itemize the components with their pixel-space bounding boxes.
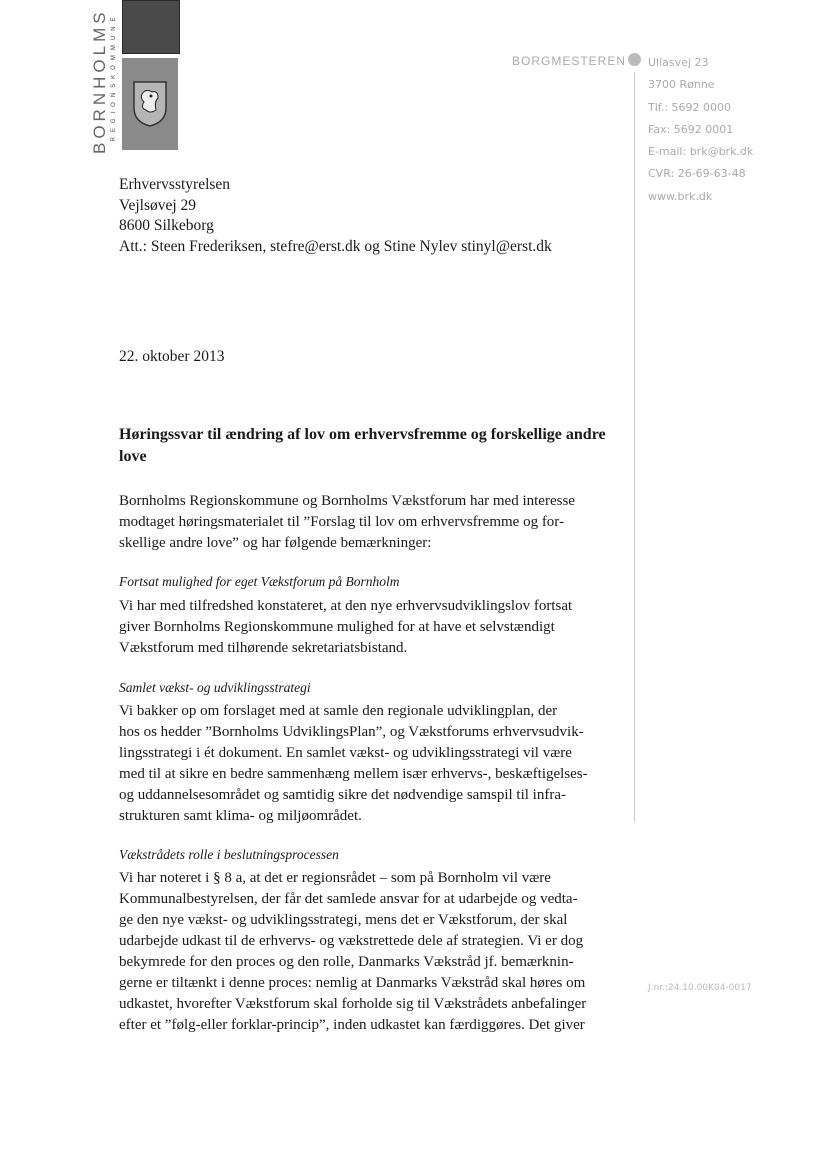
section-heading: Fortsat mulighed for eget Vækstforum på Bornholm — [119, 574, 400, 589]
bullet-icon — [628, 53, 641, 66]
recipient-line: Att.: Steen Frederiksen, stefre@erst.dk og Stine Nylev stinyl@erst.dk — [119, 237, 552, 255]
text-line: udarbejde udkast til de erhvervs- og vækstrettede dele af strategien. Vi er dog — [119, 933, 584, 949]
logo-subtitle: REGIONSKOMMUNE — [111, 12, 117, 142]
logo-dark-square — [122, 0, 180, 54]
letter-date: 22. oktober 2013 — [119, 348, 225, 365]
text-line: bekymrede for den proces og den rolle, Danmarks Vækstråd jf. bemærknin- — [119, 954, 574, 970]
section-paragraph — [119, 868, 624, 1036]
text-line: Vi har noteret i § 8 a, at det er regionsrådet – som på Bornholm vil være — [119, 870, 551, 886]
text-line: Bornholms Regionskommune og Bornholms Vækstforum har med interesse — [119, 493, 575, 509]
logo-name: BORNHOLMS — [90, 8, 109, 154]
text-line: gerne er tiltænkt i denne proces: nemlig at Danmarks Vækstråd skal høres om — [119, 975, 586, 991]
recipient-line: 8600 Silkeborg — [119, 217, 214, 234]
contact-block — [648, 52, 753, 208]
text-line: hos os hedder ”Bornholms UdviklingsPlan”, og Vækstforums erhvervsudvik- — [119, 724, 584, 740]
section-paragraph — [119, 701, 624, 827]
contact-cvr: CVR: 26-69-63-48 — [648, 167, 746, 181]
journal-number: J.nr.:24.10.00K04-0017 — [648, 983, 752, 993]
contact-city: 3700 Rønne — [648, 78, 715, 92]
text-line: Vi bakker op om forslaget med at samle den regionale udviklingplan, der — [119, 703, 558, 719]
logo-wordmark — [88, 8, 117, 154]
text-line: med til at sikre en bedre sammenhæng mellem især erhvervs-, beskæftigelses- — [119, 766, 588, 782]
sender-title: BORGMESTEREN — [512, 54, 627, 68]
text-line: Vækstforum med tilhørende sekretariatsbistand. — [119, 640, 408, 656]
text-line: strukturen samt klima- og miljøområdet. — [119, 808, 362, 824]
text-line: Vi har med tilfredshed konstateret, at den nye erhvervsudviklingslov fortsat — [119, 598, 573, 614]
recipient-line: Erhvervsstyrelsen — [119, 176, 231, 193]
header-divider — [634, 72, 635, 822]
section-heading: Vækstrådets rolle i beslutningsprocessen — [119, 847, 339, 862]
text-line: skellige andre love” og har følgende bemærkninger: — [119, 535, 432, 551]
contact-email: E-mail: brk@brk.dk — [648, 145, 754, 159]
text-line: ge den nye vækst- og udviklingsstrategi, mens det er Vækstforum, der skal — [119, 912, 568, 928]
contact-phone: Tlf.: 5692 0000 — [648, 100, 732, 114]
recipient-address — [119, 175, 552, 257]
text-line: lingsstrategi i ét dokument. En samlet vækst- og udviklingsstrategi vil være — [119, 745, 572, 761]
recipient-line: Vejlsøvej 29 — [119, 196, 197, 214]
section-heading: Samlet vækst- og udviklingsstrategi — [119, 680, 311, 695]
text-line: efter et ”følg-eller forklar-princip”, inden udkastet kan færdiggøres. Det giver — [119, 1017, 585, 1033]
coat-of-arms-icon — [132, 80, 168, 128]
text-line: modtaget høringsmaterialet til ”Forslag til lov om erhvervsfremme og for- — [119, 514, 564, 530]
letter-title: Høringssvar til ændring af lov om erhvervsfremme og forskellige andre love — [119, 426, 606, 465]
contact-website: www.brk.dk — [648, 189, 713, 203]
intro-paragraph — [119, 491, 624, 554]
text-line: giver Bornholms Regionskommune mulighed for at have et selvstændigt — [119, 619, 555, 635]
contact-fax: Fax: 5692 0001 — [648, 122, 734, 136]
contact-address: Ullasvej 23 — [648, 56, 709, 69]
section-paragraph — [119, 596, 624, 659]
text-line: Kommunalbestyrelsen, der får det samlede ansvar for at udarbejde og vedta- — [119, 891, 578, 907]
text-line: udkastet, hvorefter Vækstforum skal forholde sig til Vækstrådets anbefalinger — [119, 996, 587, 1012]
text-line: og uddannelsesområdet og samtidig sikre det nødvendige samspil til infra- — [119, 787, 566, 803]
